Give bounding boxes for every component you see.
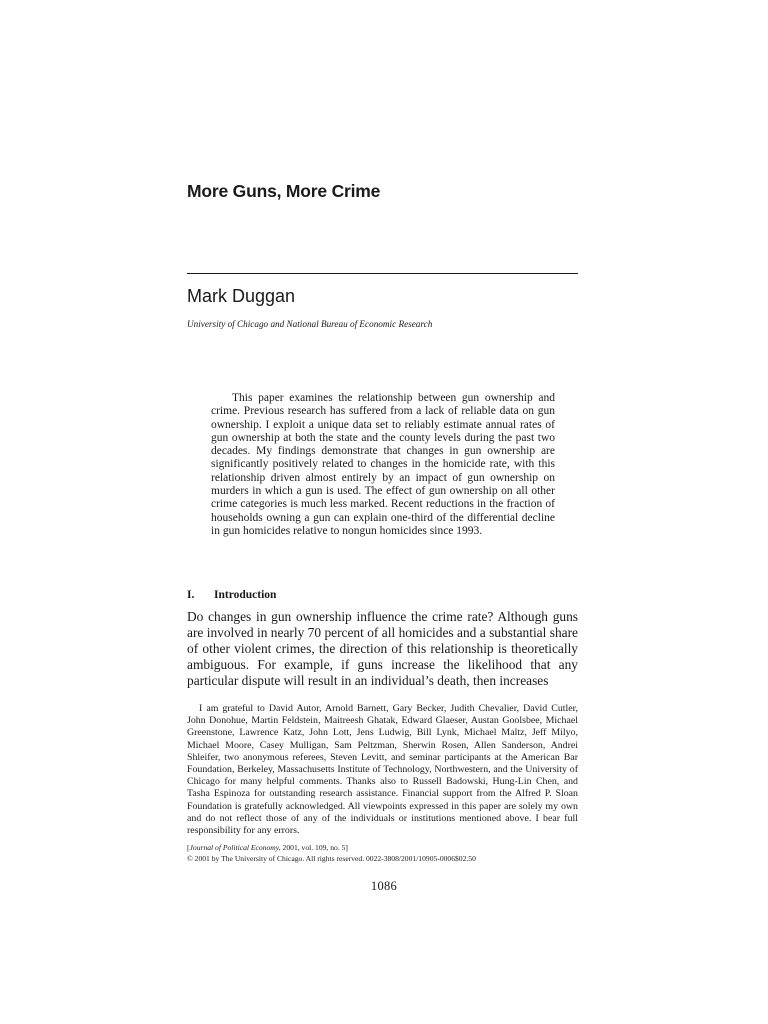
citation-open-bracket: [ xyxy=(187,843,190,852)
copyright-line: © 2001 by The University of Chicago. All rights reserved. 0022-3808/2001/10905-0006$02.50 xyxy=(187,854,476,863)
author-affiliation: University of Chicago and National Bureau of Economic Research xyxy=(187,319,433,329)
author-name: Mark Duggan xyxy=(187,286,296,306)
citation-details: 2001, vol. 109, no. 5] xyxy=(280,843,348,852)
acknowledgment-footnote: I am grateful to David Autor, Arnold Barnett, Gary Becker, Judith Chevalier, David Cutler, John Donohue, Martin Feldstein, Maitreesh Ghatak, Edward Glaeser, Austan Goolsbee, Michael Greenstone, Lawrence Katz, John Lott, Jens Ludwig, Bill Lynk, Michael Maltz, Jeff Milyo, Michael Moore, Casey Mulligan, Sam Peltzman, Sherwin Rosen, Allen Sanderson, Andrei Shleifer, two anonymous referees, Steven Levitt, and seminar participants at the American Bar Foundation, Berkeley, Massachusetts Institute of Technology, Northwestern, and the University of Chicago for many helpful comments. Thanks also to Russell Badowski, Hung-Lin Chen, and Tasha Espinoza for outstanding research assistance. Financial support from the Alfred P. Sloan Foundation is gratefully acknowledged. All viewpoints expressed in this paper are solely my own and do not reflect those of any of the individuals or institutions mentioned above. I bear full responsibility for any errors. xyxy=(187,703,578,837)
section-heading xyxy=(187,589,276,601)
section-number: I. xyxy=(187,589,195,601)
citation-block xyxy=(187,842,578,864)
journal-name: Journal of Political Economy, xyxy=(189,843,281,852)
abstract: This paper examines the relationship between gun ownership and crime. Previous research has suffered from a lack of reliable data on gun ownership. I exploit a unique data set to reliably estimate annual rates of gun ownership at both the state and the county levels during the past two decades. My findings demonstrate that changes in gun ownership are significantly positively related to changes in the homicide rate, with this relationship driven almost entirely by an impact of gun ownership on murders in which a gun is used. The effect of gun ownership on all other crime categories is much less marked. Recent reductions in the fraction of households owning a gun can explain one-third of the differential decline in gun homicides relative to nongun homicides since 1993. xyxy=(211,392,555,537)
journal-citation xyxy=(187,842,578,853)
section-title: Introduction xyxy=(214,589,277,601)
introduction-paragraph: Do changes in gun ownership influence the crime rate? Although guns are involved in nearly 70 percent of all homicides and a substantial share of other violent crimes, the direction of this relationship is theoretically ambiguous. For example, if guns increase the likelihood that any particular dispute will result in an individual’s death, then increases xyxy=(187,609,578,689)
page-number: 1086 xyxy=(370,879,398,893)
paper-title: More Guns, More Crime xyxy=(187,181,381,201)
title-rule xyxy=(187,273,578,274)
